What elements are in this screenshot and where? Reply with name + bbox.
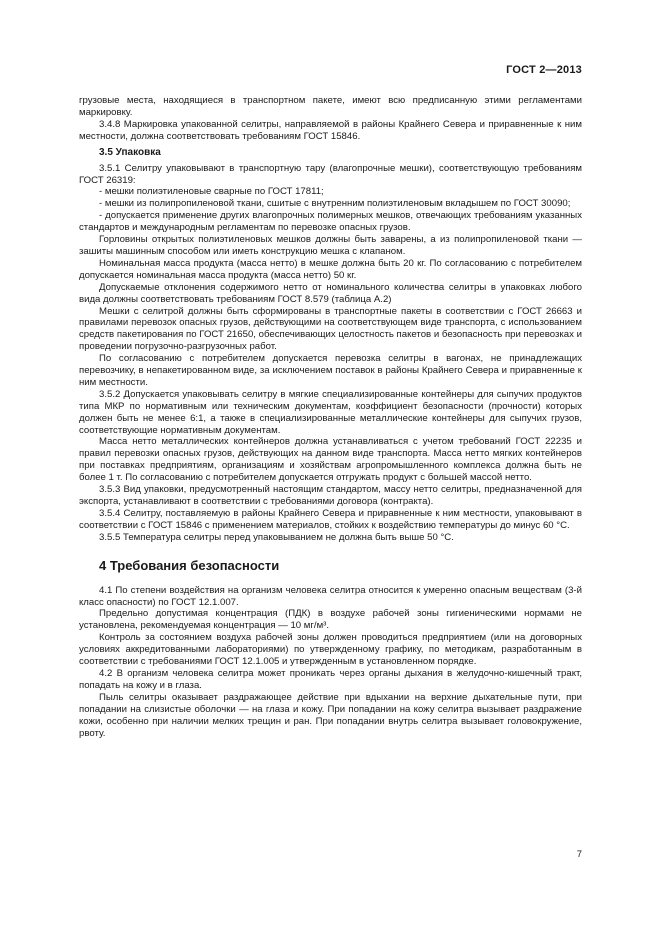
paragraph: - мешки полиэтиленовые сварные по ГОСТ 17811; (99, 186, 324, 198)
page-number: 7 (576, 849, 582, 860)
paragraph: грузовые места, находящиеся в транспортном пакете, имеют всю предписанную этими регламентами маркировку. (79, 95, 582, 118)
paragraph: 3.5.5 Температура селитры перед упаковыванием не должна быть выше 50 °С. (99, 531, 454, 543)
paragraph: Масса нетто металлических контейнеров должна устанавливаться с учетом требований ГОСТ 22235 и правил перевозки опасных грузов, действующих на данном виде транспорта. Масса нетто мягких контейнеров при поставках предприятиям, организациям и хозяйствам агропромышленного комплекса должна быть не более 1 т. По согласованию с потребителем допускается отгружать продукт с большей массой нетто. (79, 436, 582, 484)
paragraph: Предельно допустимая концентрация (ПДК) в воздухе рабочей зоны гигиеническими нормами не установлена, рекомендуемая концентрация — 10 мг/м³. (79, 608, 582, 632)
section-4-body (79, 585, 582, 740)
paragraph: 3.5.3 Вид упаковки, предусмотренный настоящим стандартом, массу нетто селитры, предназначенной для экспорта, устанавливают в соответствии с требованиями договора (контракта). (79, 484, 582, 507)
section-heading-4: 4 Требования безопасности (99, 557, 280, 573)
paragraph: Пыль селитры оказывает раздражающее действие при вдыхании на верхние дыхательные пути, при попадании на слизистые оболочки — на глаза и кожу. При попадании на кожу селитра вызывает раздражение кожи, особенно при наличии мелких трещин и ран. При попадании внутрь селитра вызывает головокружение, рвоту. (79, 691, 582, 739)
paragraph: По согласованию с потребителем допускается перевозка селитры в вагонах, не принадлежащих перевозчику, в непакетированном виде, за исключением поставок в районы Крайнего Севера и приравненные к ним местности. (79, 353, 582, 388)
paragraph: Допускаемые отклонения содержимого нетто от номинального количества селитры в упаковках любого вида должны соответствовать требованиям ГОСТ 8.579 (таблица А.2) (79, 281, 582, 305)
section-3-5-body (79, 163, 582, 544)
intro-paragraphs (79, 95, 582, 143)
paragraph: - мешки из полипропиленовой ткани, сшитые с внутренним полиэтиленовым вкладышем по ГОСТ 30090; (99, 198, 571, 210)
paragraph: 4.2 В организм человека селитра может проникать через органы дыхания в желудочно-кишечный тракт, попадать на кожу и в глаза. (79, 667, 582, 691)
paragraph: 4.1 По степени воздействия на организм человека селитра относится к умеренно опасным веществам (3-й класс опасности) по ГОСТ 12.1.007. (79, 584, 582, 608)
paragraph: Номинальная масса продукта (масса нетто) в мешке должна быть 20 кг. По согласованию с потребителем допускается номинальная масса продукта (масса нетто) 50 кг. (79, 257, 582, 281)
paragraph: Контроль за состоянием воздуха рабочей зоны должен проводиться предприятием (или на договорных условиях аккредитованными лабораториями) по утвержденному графику, по методикам, разработанным в соответствии с требованиями ГОСТ 12.1.005 и утвержденным в установленном порядке. (79, 632, 582, 668)
paragraph: Горловины открытых полиэтиленовых мешков должны быть заварены, а из полипропиленовой ткани — зашиты машинным способом или иметь конструкцию мешка с клапаном. (79, 234, 582, 257)
document-header: ГОСТ 2—2013 (506, 64, 582, 76)
paragraph: 3.5.4 Селитру, поставляемую в районы Крайнего Севера и приравненные к ним местности, упаковывают в соответствии с ГОСТ 15846 с применением материалов, стойких к воздействию температуры до минус 60 °С. (79, 507, 582, 531)
paragraph: 3.4.8 Маркировка упакованной селитры, направляемой в районы Крайнего Севера и приравненные к ним местности, должна соответствовать требованиям ГОСТ 15846. (79, 118, 582, 142)
paragraph: 3.5.2 Допускается упаковывать селитру в мягкие специализированные контейнеры для сыпучих продуктов типа МКР по нормативным или техническим документам, коэффициент безопасности (прочности) которых должен быть не менее 6:1, а также в специализированные металлические контейнеры для сыпучих грузов, соответствующие нормативным документам. (79, 388, 582, 436)
paragraph: - допускается применение других влагопрочных полимерных мешков, отвечающих требованиям указанных стандартов и международным регламентам по перевозке опасных грузов. (79, 210, 582, 234)
page-body (79, 95, 582, 739)
paragraph: 3.5.1 Селитру упаковывают в транспортную тару (влагопрочные мешки), соответствующую требованиям ГОСТ 26319: (79, 162, 582, 186)
paragraph: Мешки с селитрой должны быть сформированы в транспортные пакеты в соответствии с ГОСТ 26663 и правилами перевозок опасных грузов, действующими на соответствующем виде транспорта, с использованием средств пакетирования по ГОСТ 21650, обеспечивающих целостность пакетов и безопасность при перевозках и проведении погрузочно-разгрузочных работ. (79, 305, 582, 353)
section-heading-3-5: 3.5 Упаковка (99, 146, 161, 158)
